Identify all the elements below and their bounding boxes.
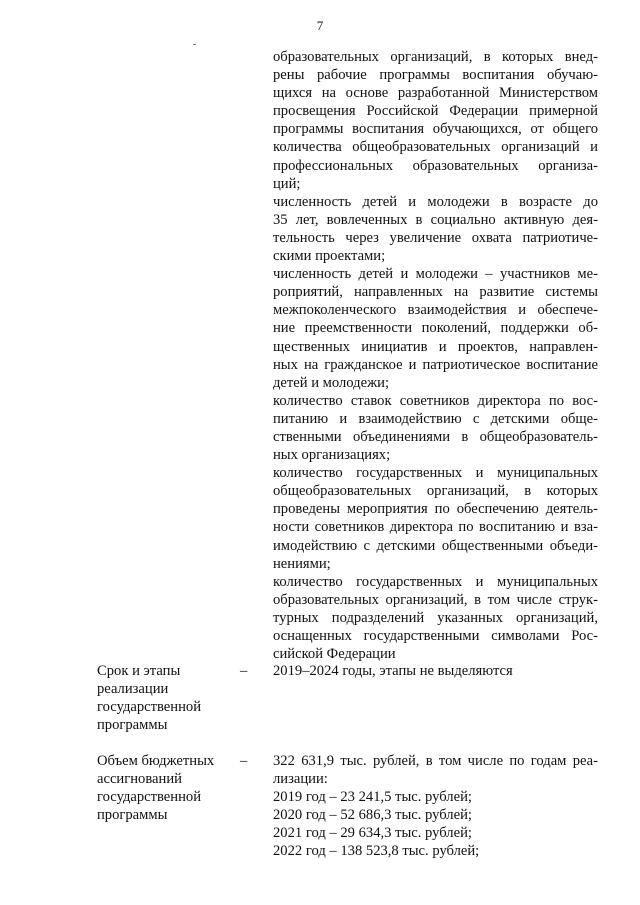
text-line: ние преемственности поколений, поддержки об- [273, 320, 598, 337]
text-line: проведены мероприятия по обеспечению деятель- [273, 501, 598, 518]
label-line: государственной [97, 699, 202, 716]
row-value-budget-allocations [273, 752, 598, 861]
text-line: количество государственных и муниципальных [273, 573, 598, 590]
label-line: Срок и этапы [97, 663, 181, 679]
text-line: количество государственных и муниципальных [273, 465, 598, 482]
text-line: ных организациях; [273, 447, 391, 464]
text-line: численность детей и молодежи – участников ме- [273, 266, 598, 283]
text-line: ственными объединениями в общеобразователь- [273, 428, 598, 445]
text-line: ций; [273, 175, 301, 192]
text-line: роприятий, направленных на развитие системы [273, 284, 598, 301]
text-line: профессиональных образовательных организа- [273, 157, 598, 174]
row-value-term-and-stages [273, 662, 598, 680]
label-line: государственной [97, 789, 202, 806]
row-dash: – [240, 753, 248, 769]
text-line: количество ставок советников директора по вос- [273, 392, 598, 409]
label-line: Объем бюджетных [97, 753, 215, 769]
value-line: лизации: [273, 771, 328, 788]
row-dash: – [240, 663, 248, 679]
text-line: сийской Федерации [273, 646, 396, 663]
text-line: щихся на основе разработанной Министерством [273, 85, 598, 102]
value-line: 2020 год – 52 686,3 тыс. рублей; [273, 807, 472, 824]
value-line: 2019–2024 годы, этапы не выделяются [273, 663, 513, 679]
value-line: 2021 год – 29 634,3 тыс. рублей; [273, 825, 472, 842]
text-line: образовательных организаций, в том числе струк- [273, 591, 598, 608]
value-line: 2022 год – 138 523,8 тыс. рублей; [273, 843, 480, 860]
text-line: просвещения Российской Федерации примерной [273, 103, 598, 120]
text-line: 35 лет, вовлеченных в социально активную дея- [273, 211, 598, 228]
row-label-budget-allocations [97, 752, 227, 824]
text-line: имодействию с детскими общественными объеди- [273, 537, 598, 554]
text-line: ности советников директора по воспитанию и вза- [273, 519, 598, 536]
text-line: рены рабочие программы воспитания обучаю- [273, 67, 598, 84]
label-line: программы [97, 807, 168, 824]
text-line: скими проектами; [273, 248, 386, 265]
page-number: 7 [316, 18, 324, 33]
indicators-text-block [273, 48, 598, 663]
text-line: количества общеобразовательных организаций и [273, 139, 598, 156]
row-label-term-and-stages [97, 662, 227, 734]
value-line: 322 631,9 тыс. рублей, в том числе по годам реа- [273, 753, 598, 769]
scan-mark [193, 44, 196, 45]
text-line: оснащенных государственными символами Рос- [273, 628, 598, 644]
label-line: ассигнований [97, 771, 182, 788]
value-line: 2019 год – 23 241,5 тыс. рублей; [273, 789, 472, 806]
text-line: детей и молодежи; [273, 374, 390, 391]
text-line: тельность через увеличение охвата патриотиче- [273, 229, 598, 246]
text-line: ных на гражданское и патриотическое воспитание [273, 356, 598, 373]
text-line: общеобразовательных организаций, в которых [273, 483, 598, 500]
text-line: межпоколенческого взаимодействия и обеспече- [273, 302, 598, 319]
text-line: щественных инициатив и проектов, направлен- [273, 338, 598, 355]
label-line: реализации [97, 681, 169, 698]
text-line: численность детей и молодежи в возрасте до [273, 193, 598, 210]
text-line: турных подразделений указанных организаций, [273, 609, 598, 626]
text-line: нениями; [273, 555, 331, 572]
label-line: программы [97, 717, 168, 734]
text-line: образовательных организаций, в которых внед- [273, 49, 598, 65]
text-line: питанию и взаимодействию с детскими обще- [273, 410, 598, 427]
text-line: программы воспитания обучающихся, от общего [273, 121, 598, 138]
